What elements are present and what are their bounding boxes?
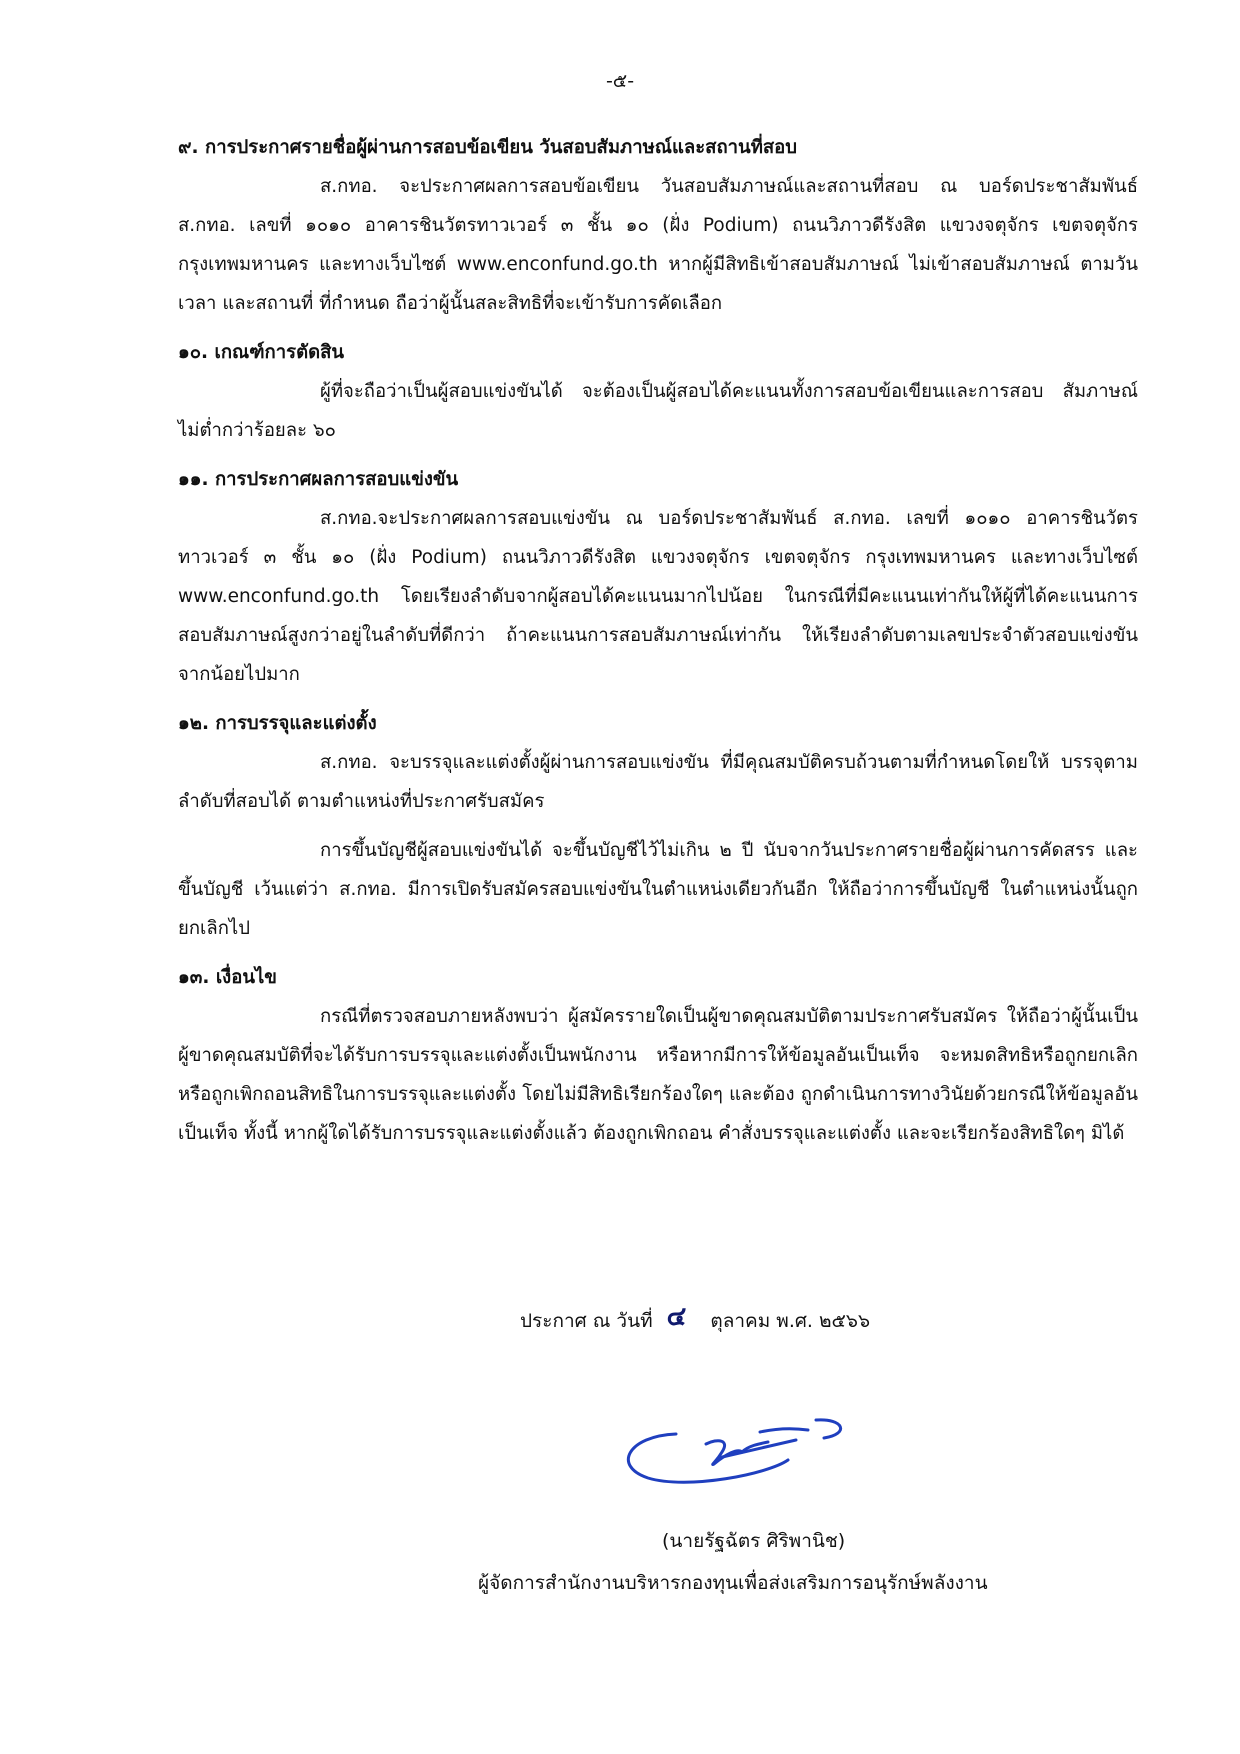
announcement-prefix: ประกาศ ณ วันที่: [520, 1310, 653, 1332]
section-12: [178, 704, 1138, 948]
section-title: ๙. การประกาศรายชื่อผู้ผ่านการสอบข้อเขียน วันสอบสัมภาษณ์และสถานที่สอบ: [178, 137, 798, 158]
section-title: ๑๒. การบรรจุและแต่งตั้ง: [178, 713, 377, 734]
section-9: [178, 128, 1138, 323]
section-title: ๑๐. เกณฑ์การตัดสิน: [178, 342, 345, 363]
page-number: -๕-: [605, 70, 635, 92]
section-10: [178, 333, 1138, 450]
paragraph: ผู้ที่จะถือว่าเป็นผู้สอบแข่งขันได้ จะต้องเป็นผู้สอบได้คะแนนทั้งการสอบข้อเขียนและการสอบ สัมภาษณ์ ไม่ต่ำกว่าร้อยละ ๖๐: [178, 381, 1138, 441]
signature-image: [618, 1404, 868, 1508]
announcement-date: [520, 1298, 870, 1339]
handwritten-day: ๔: [666, 1302, 687, 1332]
section-title: ๑๑. การประกาศผลการสอบแข่งขัน: [178, 469, 459, 490]
section-title: ๑๓. เงื่อนไข: [178, 967, 277, 988]
paragraph: ส.กทอ. จะบรรจุและแต่งตั้งผู้ผ่านการสอบแข่งขัน ที่มีคุณสมบัติครบถ้วนตามที่กำหนดโดยให้ บรรจุตามลำดับที่สอบได้ ตามตำแหน่งที่ประกาศรับสมัคร: [178, 752, 1138, 812]
paragraph: กรณีที่ตรวจสอบภายหลังพบว่า ผู้สมัครรายใดเป็นผู้ขาดคุณสมบัติตามประกาศรับสมัคร ให้ถือว่าผู้นั้นเป็นผู้ขาดคุณสมบัติที่จะได้รับการบรรจุและแต่งตั้งเป็นพนักงาน หรือหากมีการให้ข้อมูลอันเป็นเท็จ จะหมดสิทธิหรือถูกยกเลิก หรือถูกเพิกถอนสิทธิในการบรรจุและแต่งตั้ง โดยไม่มีสิทธิเรียกร้องใดๆ และต้อง ถูกดำเนินการทางวินัยด้วยกรณีให้ข้อมูลอันเป็นเท็จ ทั้งนี้ หากผู้ใดได้รับการบรรจุและแต่งตั้งแล้ว ต้องถูกเพิกถอน คำสั่งบรรจุและแต่งตั้ง และจะเรียกร้องสิทธิใดๆ มิได้: [178, 1006, 1138, 1144]
section-13: [178, 958, 1138, 1153]
signer-title: ผู้จัดการสำนักงานบริหารกองทุนเพื่อส่งเสริมการอนุรักษ์พลังงาน: [478, 1572, 988, 1594]
paragraph: ส.กทอ. จะประกาศผลการสอบข้อเขียน วันสอบสัมภาษณ์และสถานที่สอบ ณ บอร์ดประชาสัมพันธ์ ส.กทอ. เลขที่ ๑๐๑๐ อาคารชินวัตรทาวเวอร์ ๓ ชั้น ๑๐ (ฝั่ง Podium) ถนนวิภาวดีรังสิต แขวงจตุจักร เขตจตุจักร กรุงเทพมหานคร และทางเว็บไซต์ www.enconfund.go.th หากผู้มีสิทธิเข้าสอบสัมภาษณ์ ไม่เข้าสอบสัมภาษณ์ ตามวัน เวลา และสถานที่ ที่กำหนด ถือว่าผู้นั้นสละสิทธิที่จะเข้ารับการคัดเลือก: [178, 176, 1138, 314]
paragraph: ส.กทอ.จะประกาศผลการสอบแข่งขัน ณ บอร์ดประชาสัมพันธ์ ส.กทอ. เลขที่ ๑๐๑๐ อาคารชินวัตรทาวเวอร์ ๓ ชั้น ๑๐ (ฝั่ง Podium) ถนนวิภาวดีรังสิต แขวงจตุจักร เขตจตุจักร กรุงเทพมหานคร และทางเว็บไซต์ www.enconfund.go.th โดยเรียงลำดับจากผู้สอบได้คะแนนมากไปน้อย ในกรณีที่มีคะแนนเท่ากันให้ผู้ที่ได้คะแนนการสอบสัมภาษณ์สูงกว่าอยู่ในลำดับที่ดีกว่า ถ้าคะแนนการสอบสัมภาษณ์เท่ากัน ให้เรียงลำดับตามเลขประจำตัวสอบแข่งขันจากน้อยไปมาก: [178, 508, 1138, 685]
document-body: [178, 128, 1138, 1153]
section-11: [178, 460, 1138, 694]
signer-name: (นายรัฐฉัตร ศิริพานิช): [662, 1530, 846, 1552]
announcement-month-year: ตุลาคม พ.ศ. ๒๕๖๖: [710, 1310, 871, 1332]
paragraph: การขึ้นบัญชีผู้สอบแข่งขันได้ จะขึ้นบัญชีไว้ไม่เกิน ๒ ปี นับจากวันประกาศรายชื่อผู้ผ่านการคัดสรร และขึ้นบัญชี เว้นแต่ว่า ส.กทอ. มีการเปิดรับสมัครสอบแข่งขันในตำแหน่งเดียวกันอีก ให้ถือว่าการขึ้นบัญชี ในตำแหน่งนั้นถูกยกเลิกไป: [178, 840, 1138, 939]
